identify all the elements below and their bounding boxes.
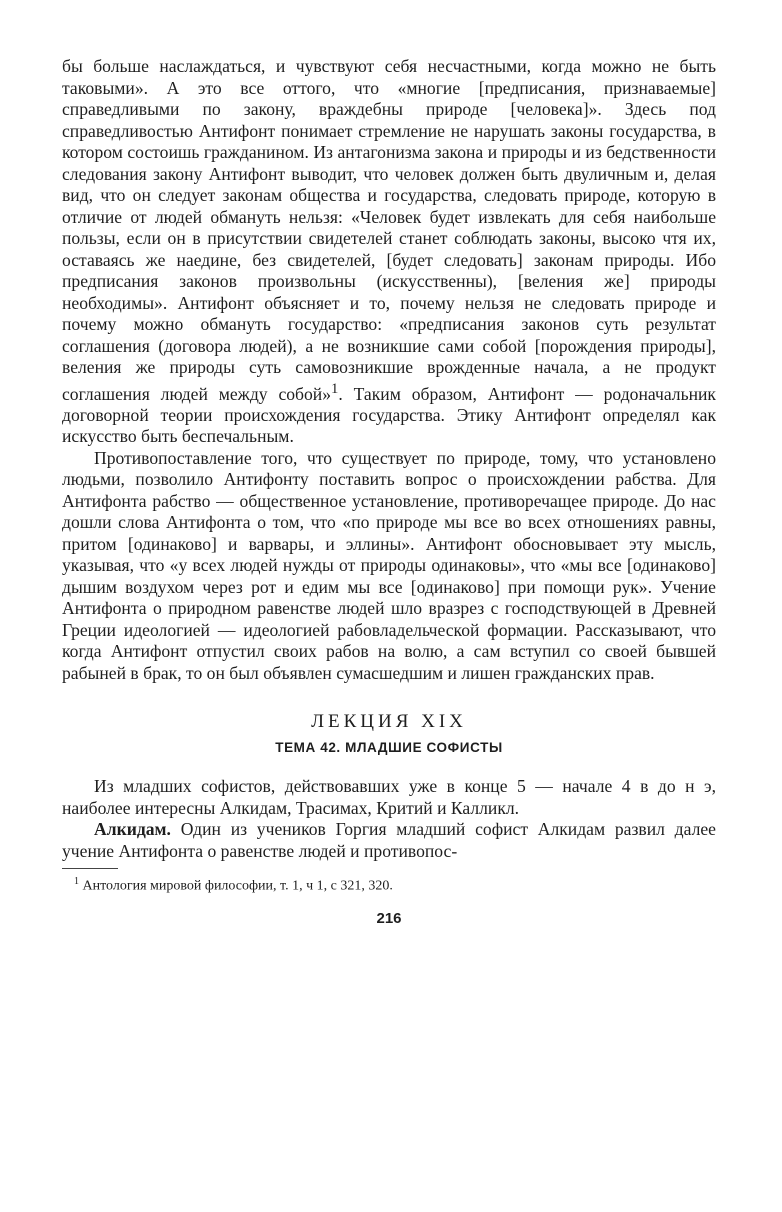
paragraph-antiphon-law-nature <box>62 56 716 448</box>
footnote-reference: 1 <box>331 380 339 397</box>
paragraph-younger-sophists: Из младших софистов, действовавших уже в конце 5 — начале 4 в до н э, наиболее интересны Алкидам, Трасимах, Критий и Калликл. <box>62 776 716 818</box>
paragraph-text: Один из учеников Горгия младший софист Алкидам развил далее учение Антифонта о равенстве людей и противопос- <box>62 819 716 861</box>
book-page <box>62 56 716 927</box>
paragraph-text-tail: . Таким образом, Антифонт — родоначальник договорной теории происхождения государства. Этику Антифонт определял как искусство быть беспечальным. <box>62 383 716 447</box>
paragraph-text: бы больше наслаждаться, и чувствуют себя несчастными, когда можно не быть таковыми». А это все оттого, что «многие [предписания, признаваемые] справедливыми по закону, враждебны природе [человека]». Здесь под справедливостью Антифонт понимает стремление не нарушать законы государства, в котором состоишь гражданином. Из антагонизма закона и природы и из бедственности следования закону Антифонт выводит, что человек должен быть двуличным и, делая вид, что он следует законам общества и государства, следовать природе, которую в отличие от людей обмануть нельзя: «Человек будет извлекать для себя наибольше пользы, если он в присутствии свидетелей станет соблюдать законы, высоко чтя их, оставаясь же наедине, без свидетелей, [будет следовать] законам природы. Ибо предписания законов произвольны (искусственны), [веления же] природы необходимы». Антифонт объясняет и то, почему нельзя не следовать природе и почему можно обмануть государство: «предписания законов суть результат соглашения (договора людей), а не возникшие сами собой [порождения природы], веления же природы суть самовозникшие врожденные начала, а не продукт соглашения людей между собой» <box>62 56 716 404</box>
theme-heading: ТЕМА 42. МЛАДШИЕ СОФИСТЫ <box>275 740 503 756</box>
paragraph-antiphon-slavery: Противопоставление того, что существует по природе, тому, что установлено людьми, позволило Антифонту поставить вопрос о происхождении рабства. Для Антифонта рабство — общественное установление, противоречащее природе. До нас дошли слова Антифонта о том, что «по природе мы все во всех отношениях равны, притом [одинаково] и варвары, и эллины». Антифонт обосновывает эту мысль, указывая, что «у всех людей нужды от природы одинаковы», что «мы все [одинаково] дышим воздухом через рот и едим мы все [одинаково] при помощи рук». Учение Антифонта о природном равенстве людей шло вразрез с господствующей в Древней Греции идеологией — идеологией рабовладельческой формации. Рассказывают, что когда Антифонт отпустил своих рабов на волю, а сам вступил со своей бывшей рабыней в брак, то он был объявлен сумасшедшим и лишен гражданских прав. <box>62 447 716 683</box>
footnote <box>74 873 716 896</box>
page-number: 216 <box>376 910 402 928</box>
paragraph-alcidamas <box>62 819 716 862</box>
footnote-divider <box>62 868 118 869</box>
lecture-heading: ЛЕКЦИЯ XIX <box>311 711 467 733</box>
footnote-mark: 1 <box>74 876 79 888</box>
alcidamas-runin-heading: Алкидам. <box>94 819 171 840</box>
footnote-text: Антология мировой философии, т. 1, ч 1, с 321, 320. <box>82 879 393 895</box>
